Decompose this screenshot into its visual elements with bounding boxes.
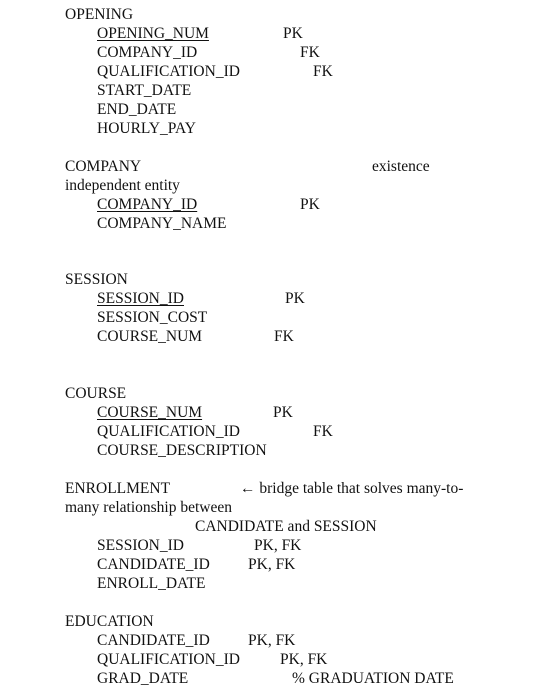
company-subtitle: independent entity [65,177,180,194]
company-existence-note: existence [372,158,430,175]
session-field-session-id: SESSION_ID [97,290,184,307]
opening-title: OPENING [65,6,134,23]
opening-key-fk-qualification: FK [313,63,333,80]
enrollment-field-enroll-date: ENROLL_DATE [97,575,206,592]
session-key-pk: PK [285,290,305,307]
education-key-candidate: PK, FK [248,632,296,649]
opening-key-pk: PK [283,25,303,42]
course-key-fk: FK [313,423,333,440]
enrollment-key-session: PK, FK [254,537,302,554]
enrollment-note-line3: CANDIDATE and SESSION [195,518,377,535]
company-field-company-name: COMPANY_NAME [97,215,227,232]
course-field-course-description: COURSE_DESCRIPTION [97,442,267,459]
education-field-candidate-id: CANDIDATE_ID [97,632,210,649]
company-key-pk: PK [300,196,320,213]
education-field-qualification-id: QUALIFICATION_ID [97,651,240,668]
session-title: SESSION [65,271,128,288]
education-field-grad-date: GRAD_DATE [97,670,189,687]
education-grad-date-note: % GRADUATION DATE [292,670,454,687]
opening-field-start-date: START_DATE [97,82,192,99]
session-field-session-cost: SESSION_COST [97,309,208,326]
opening-field-company-id: COMPANY_ID [97,44,198,61]
opening-field-hourly-pay: HOURLY_PAY [97,120,196,137]
enrollment-field-candidate-id: CANDIDATE_ID [97,556,210,573]
course-key-pk: PK [273,404,293,421]
opening-field-opening-num: OPENING_NUM [97,25,209,42]
enrollment-key-candidate: PK, FK [248,556,296,573]
company-title: COMPANY [65,158,142,175]
course-title: COURSE [65,385,127,402]
education-key-qualification: PK, FK [280,651,328,668]
opening-field-end-date: END_DATE [97,101,177,118]
course-field-qualification-id: QUALIFICATION_ID [97,423,240,440]
course-field-course-num: COURSE_NUM [97,404,203,421]
session-key-fk: FK [274,328,294,345]
company-field-company-id: COMPANY_ID [97,196,198,213]
opening-field-qualification-id: QUALIFICATION_ID [97,63,240,80]
session-field-course-num: COURSE_NUM [97,328,203,345]
enrollment-title: ENROLLMENT [65,480,171,497]
education-title: EDUCATION [65,613,154,630]
enrollment-note-line2: many relationship between [65,499,233,516]
enrollment-field-session-id: SESSION_ID [97,537,184,554]
opening-key-fk-company: FK [300,44,320,61]
enrollment-bridge-note: ← bridge table that solves many-to- [240,480,464,497]
